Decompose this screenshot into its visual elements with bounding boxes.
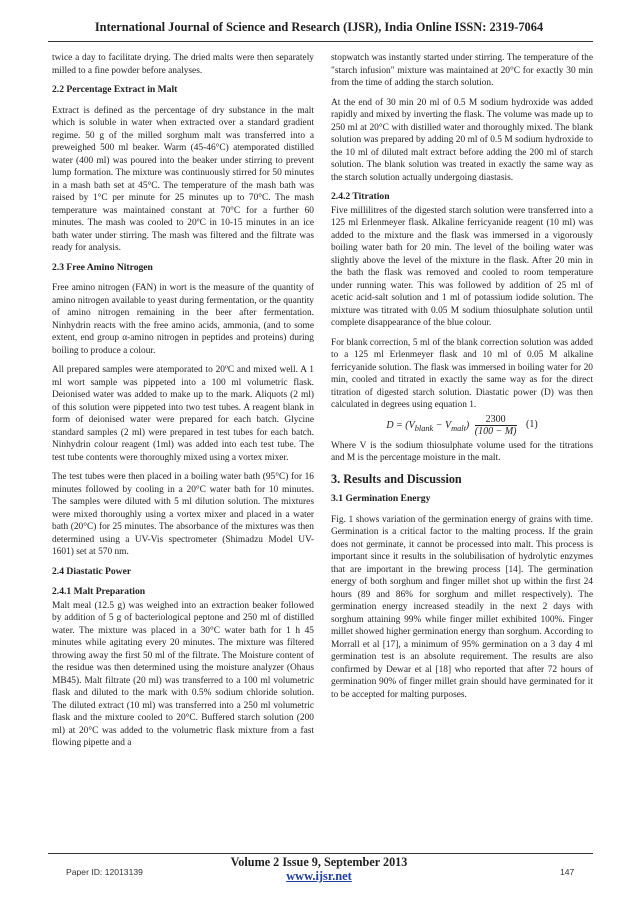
footer-divider <box>48 853 593 854</box>
issue-info: Volume 2 Issue 9, September 2013 <box>230 855 408 869</box>
left-column <box>52 52 314 750</box>
paragraph: The test tubes were then placed in a boiling water bath (95°C) for 16 minutes followed by cooling in a 20°C water bath for 10 minutes. The samples were diluted with 5 ml dilution solution. The mixtures were mixed thoroughly using a vortex mixer and placed in a water bath (20°C) for 25 minutes. The absorbance of the mixtures was then determined using a UV-Vis spectrometer (Shimadzu Model UV-1601) set at 570 nm. <box>52 472 314 557</box>
journal-website-link[interactable]: www.ijsr.net <box>286 869 352 883</box>
paragraph: All prepared samples were atemporated to 20ºC and mixed well. A 1 ml wort sample was pippeted into a 100 ml volumetric flask. Deionised water was added to make up to the mark. Aliquots (2 ml) of this solution were pippeted into two test tubes. A reagent blank in form of deionised water were prepared for each batch. Glycine standard samples (2 ml) were prepared in test tubes for each batch. Ninhydrin colour reagent (1ml) was added into each test tube. The test tube contents were thoroughly mixed using a vortex mixer. <box>52 365 314 463</box>
section-heading-2-2: 2.2 Percentage Extract in Malt <box>52 84 178 95</box>
subsection-heading-2-4-1: 2.4.1 Malt Preparation <box>52 586 146 597</box>
equation-sub-blank: blank <box>414 423 434 433</box>
page-number: 147 <box>560 867 575 877</box>
subsection-heading-2-4-2: 2.4.2 Titration <box>331 191 390 202</box>
paragraph: Malt meal (12.5 g) was weighed into an extraction beaker followed by addition of 5 g of bacteriological peptone and 250 ml of distilled water. The mixture was placed in a 30°C water bath for 1 h 45 minutes while agitating every 20 minutes. The mixture was filtered throwing away the first 50 ml of the filtrate. The Moisture content of the residue was then determined using the moisture analyzer (Ohaus MB45). Malt filtrate (20 ml) was transferred to a 100 ml volumetric flask and diluted to the mark with 0.5% sodium chloride solution. The diluted extract (10 ml) was transferred into a 250 ml volumetric flask and the mixture cooled to 20°C. Buffered starch solution (200 ml) at 20°C was added to the volumetric flask mixture from a fast flowing pipette and a <box>52 600 314 748</box>
section-heading-2-4: 2.4 Diastatic Power <box>52 565 132 577</box>
paragraph: At the end of 30 min 20 ml of 0.5 M sodium hydroxide was added rapidly and mixed by inverting the flask. The volume was made up to 250 ml at 20°C with distilled water and thoroughly mixed. The blank solution was prepared by adding 20 ml of 0.5 M sodium hydroxide to the 10 ml of diluted malt extract before adding the 200 ml of starch solution. The blank solution was treated in exactly the same way as the starch solution actually undergoing diastasis. <box>331 97 593 183</box>
paragraph: Where V is the sodium thiosulphate volume used for the titrations and M is the percentage moisture in the malt. <box>331 440 593 463</box>
equation-lhs: D = (V <box>386 419 415 431</box>
paragraph: twice a day to facilitate drying. The dried malts were then separately milled to a fine powder before analyses. <box>52 53 314 76</box>
section-heading-3: 3. Results and Discussion <box>331 471 462 486</box>
section-heading-2-3: 2.3 Free Amino Nitrogen <box>52 261 153 273</box>
equation-sub-malt: malt <box>451 423 466 433</box>
paragraph: stopwatch was instantly started under stirring. The temperature of the "starch infusion" mixture was maintained at 20°C for exactly 30 min from the time of adding the starch solution. <box>331 53 593 88</box>
journal-header: International Journal of Science and Research (IJSR), India Online ISSN: 2319-7064 <box>94 20 544 34</box>
paper-id: Paper ID: 12013139 <box>66 867 143 877</box>
right-column <box>331 52 593 701</box>
paragraph: Extract is defined as the percentage of dry substance in the malt which is soluble in water when extracted over a standard gradient regime. 50 g of the milled sorghum malt was transferred into a preweighed 500 ml beaker. Warm (45-46°C) atemporated distilled water (400 ml) was poured into the beaker under stirring to prevent lump formation. The mixture was continuously stirred for 50 minutes in a mash bath set at 45°C. The temperature of the mash bath was raised by 1°C per minute for 25 minutes up to 70°C. The mash temperature was maintained constant at 70°C for a further 60 minutes. The mash was cooled to 20ºC in 10-15 minutes in an ice bath water under stirring. The mash was filtered and the filtrate was ready for analysis. <box>52 105 314 253</box>
equation-1 <box>331 414 593 437</box>
header-divider <box>48 41 593 42</box>
equation-close: ) <box>465 419 470 431</box>
section-heading-3-1: 3.1 Germination Energy <box>331 493 431 504</box>
paragraph: For blank correction, 5 ml of the blank correction solution was added to a 125 ml Erlenmeyer flask and 10 ml of 0.05 M alkaline ferricyanide solution. The flask was immersed in boiling water for 20 min, cooled and titrated in exactly the same way as for the direct titration of digested starch solution. Diastatic power (D) was then calculated in degrees using equation 1. <box>331 337 593 410</box>
equation-numerator: 2300 <box>475 414 517 426</box>
equation-denominator: (100 − M) <box>474 425 517 437</box>
equation-minus: − V <box>433 419 452 431</box>
equation-fraction <box>475 414 517 437</box>
paragraph: Free amino nitrogen (FAN) in wort is the measure of the quantity of amino nitrogen available to yeast during fermentation, or the quantity of amino nitrogen remaining in the beer after fermentation. Ninhydrin reacts with the free amino acids, ammonia, (and to some extent, end group α-amino nitrogen in peptides and proteins) during boiling to produce a colour. <box>52 283 314 356</box>
paragraph: Five millilitres of the digested starch solution were transferred into a 125 ml Erlenmeyer flask. Alkaline ferricyanide reagent (10 ml) was added to the mixture and the flask was immersed in a vigorously boiling water bath for 20 min. The level of the boiling water was slightly above the level of the mixture in the flask. After 20 min in the bath the flask was removed and cooled to room temperature under running water. This was followed by addition of 25 ml of acetic acid-salt solution and 1 ml of potassium iodide solution. The mixture was titrated with 0.05 M sodium thiosulphate solution until complete disappearance of the blue colour. <box>331 205 593 328</box>
equation-number: (1) <box>526 419 538 431</box>
paragraph: Fig. 1 shows variation of the germination energy of grains with time. Germination is a critical factor to the malting process. If the grain does not germinate, it cannot be processed into malt. This process is important since it results in the solubilisation of hydrolytic enzymes that are important in the brewing process [14]. The germination energy of both sorghum and finger millet shot up within the first 24 hours (89 and 86% for sorghum and millet respectively). The germination energy increased steadily in the next 2 days with sorghum attaining 99% while finger millet exhibited 100%. Finger millet showed higher germination energy than sorghum. According to Morrall et al [17], a minimum of 95% germination on a 3 day 4 ml germination test is an absolute requirement. The results are also confirmed by Dewar et al [18] who reported that after 72 hours of germination 90% of finger millet grain should have germinated for it to be accepted for malting purposes. <box>331 514 593 700</box>
